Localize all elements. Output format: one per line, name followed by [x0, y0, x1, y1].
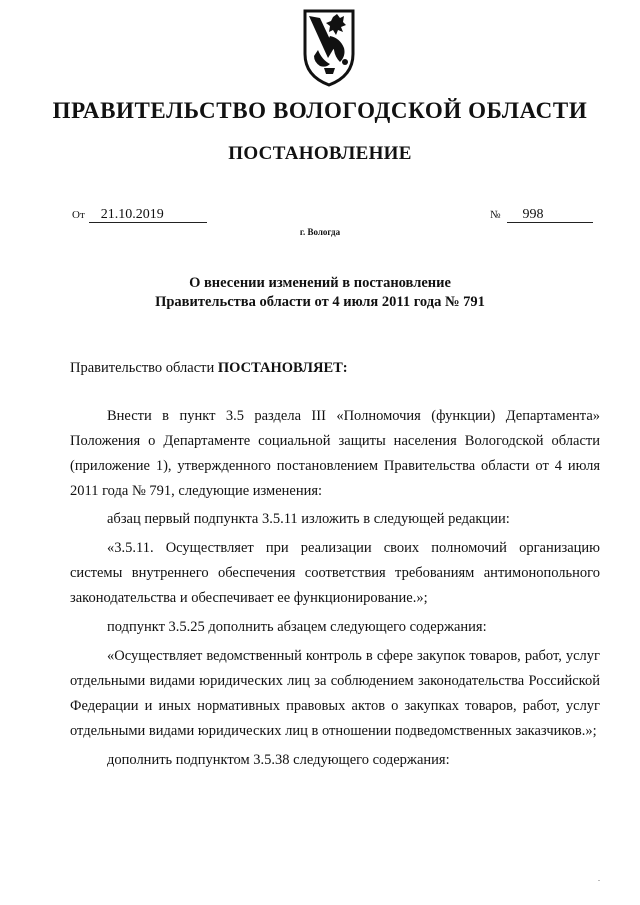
paragraph-6: дополнить подпунктом 3.5.38 следующего содержания:: [107, 752, 450, 768]
paragraph-2: абзац первый подпункта 3.5.11 изложить в следующей редакции:: [107, 511, 510, 527]
resolve-prefix: Правительство области: [70, 360, 218, 376]
government-title: ПРАВИТЕЛЬСТВО ВОЛОГОДСКОЙ ОБЛАСТИ: [52, 98, 588, 123]
vologda-coat-of-arms-icon: [300, 8, 358, 88]
resolve-sentence: [70, 356, 600, 381]
paragraph-4: подпункт 3.5.25 дополнить абзацем следующего содержания:: [107, 619, 487, 635]
scan-artifact: [598, 880, 600, 881]
subject-line-1: О внесении изменений в постановление: [189, 275, 451, 291]
paragraph-5: «Осуществляет ведомственный контроль в сфере закупок товаров, работ, услуг отдельными видами юридических лиц за соблюдением законодательства Российской Федерации и иных нормативных правовых актов о закупках товаров, работ, услуг отдельными видами юридических лиц в отношении подведомственных заказчиков.»;: [70, 648, 600, 739]
resolve-word: ПОСТАНОВЛЯЕТ:: [217, 360, 348, 376]
subject-line-2: Правительства области от 4 июля 2011 года № 791: [155, 294, 485, 310]
paragraph-3: «3.5.11. Осуществляет при реализации своих полномочий организацию системы внутреннего обеспечения соответствия требованиям антимонопольного законодательства и обеспечивает ее функционирование.»;: [70, 540, 600, 606]
document-type: ПОСТАНОВЛЕНИЕ: [228, 143, 412, 164]
paragraph-1: Внести в пункт 3.5 раздела III «Полномочия (функции) Департамента» Положения о Департаменте социальной защиты населения Вологодской области (приложение 1), утвержденного постановлением Правительства области от 4 июля 2011 года № 791, следующие изменения:: [70, 408, 600, 499]
date-value: 21.10.2019: [89, 207, 207, 223]
number-prefix: №: [490, 209, 501, 221]
document-subject: [0, 274, 640, 312]
city-label: г. Вологда: [299, 227, 341, 237]
number-field: [490, 207, 593, 223]
number-value: 998: [507, 207, 593, 223]
document-body: [70, 356, 600, 773]
date-prefix: От: [72, 209, 85, 221]
date-field: [72, 207, 207, 223]
